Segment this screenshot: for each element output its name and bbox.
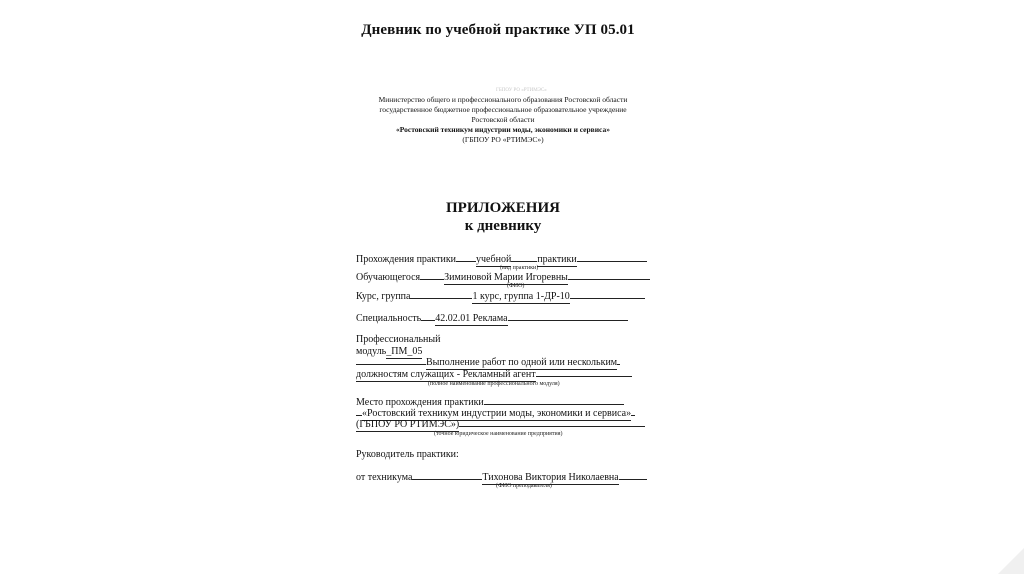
- faint-header-text: ГБПОУ РО «РТИМЭС»: [496, 88, 547, 93]
- specialty-label: Специальность: [356, 313, 422, 324]
- specialty-row: [356, 313, 628, 326]
- org-line-2: государственное бюджетное профессиональное образовательное учреждение: [379, 105, 627, 114]
- module-caption: (полное наименование профессионального модуля): [428, 381, 560, 387]
- student-caption: (ФИО): [507, 283, 525, 289]
- module-label-1: Профессиональный: [356, 334, 441, 345]
- org-line-1: Министерство общего и профессионального образования Ростовской области: [378, 95, 628, 104]
- appendix-title: ПРИЛОЖЕНИЯ: [446, 200, 560, 216]
- practice-suffix: практики: [537, 254, 577, 265]
- org-line-5: (ГБПОУ РО «РТИМЭС»): [462, 135, 544, 144]
- module-value-1: Выполнение работ по одной или нескольким: [426, 357, 618, 368]
- student-row: [356, 272, 650, 285]
- practice-value: учебной: [476, 254, 512, 265]
- practice-label: Прохождения практики: [356, 254, 457, 265]
- place-value-2: (ГБПОУ РО РТИМЭС»): [356, 419, 460, 430]
- student-label: Обучающегося: [356, 272, 421, 283]
- practice-caption: (вид практики): [500, 265, 539, 271]
- module-value-2: должностям служащих - Рекламный агент: [356, 369, 536, 380]
- course-row: [356, 291, 645, 304]
- org-line-4: «Ростовский техникум индустрии моды, экономики и сервиса»: [396, 125, 610, 134]
- module-label-2: модуль: [356, 346, 387, 357]
- appendix-heading: [400, 199, 606, 235]
- from-value: Тихонова Виктория Николаевна: [482, 472, 619, 483]
- course-value: 1 курс, группа 1-ДР-10: [472, 291, 570, 302]
- organization-block: [350, 95, 656, 145]
- from-caption: (ФИО преподавателя): [496, 483, 552, 489]
- course-label: Курс, группа: [356, 291, 411, 302]
- appendix-subtitle: к дневнику: [464, 218, 542, 234]
- from-label: от техникума: [356, 472, 413, 483]
- page-corner-fold: [998, 548, 1024, 574]
- page-title: Дневник по учебной практике УП 05.01: [361, 22, 635, 38]
- org-line-3: Ростовской области: [471, 115, 535, 124]
- specialty-value: 42.02.01 Реклама: [435, 313, 508, 324]
- module-code: ПМ_05: [391, 346, 423, 357]
- place-value-1: «Ростовский техникум индустрии моды, экономики и сервиса»: [362, 408, 632, 419]
- student-value: Зиминовой Марии Игоревны: [444, 272, 568, 283]
- module-row-1: модуль_ПМ_05: [356, 346, 423, 357]
- place-caption: (точное юридическое наименование предприятия): [434, 431, 563, 437]
- place-label: Место прохождения практики: [356, 397, 484, 408]
- supervisor-label: Руководитель практики:: [356, 449, 459, 460]
